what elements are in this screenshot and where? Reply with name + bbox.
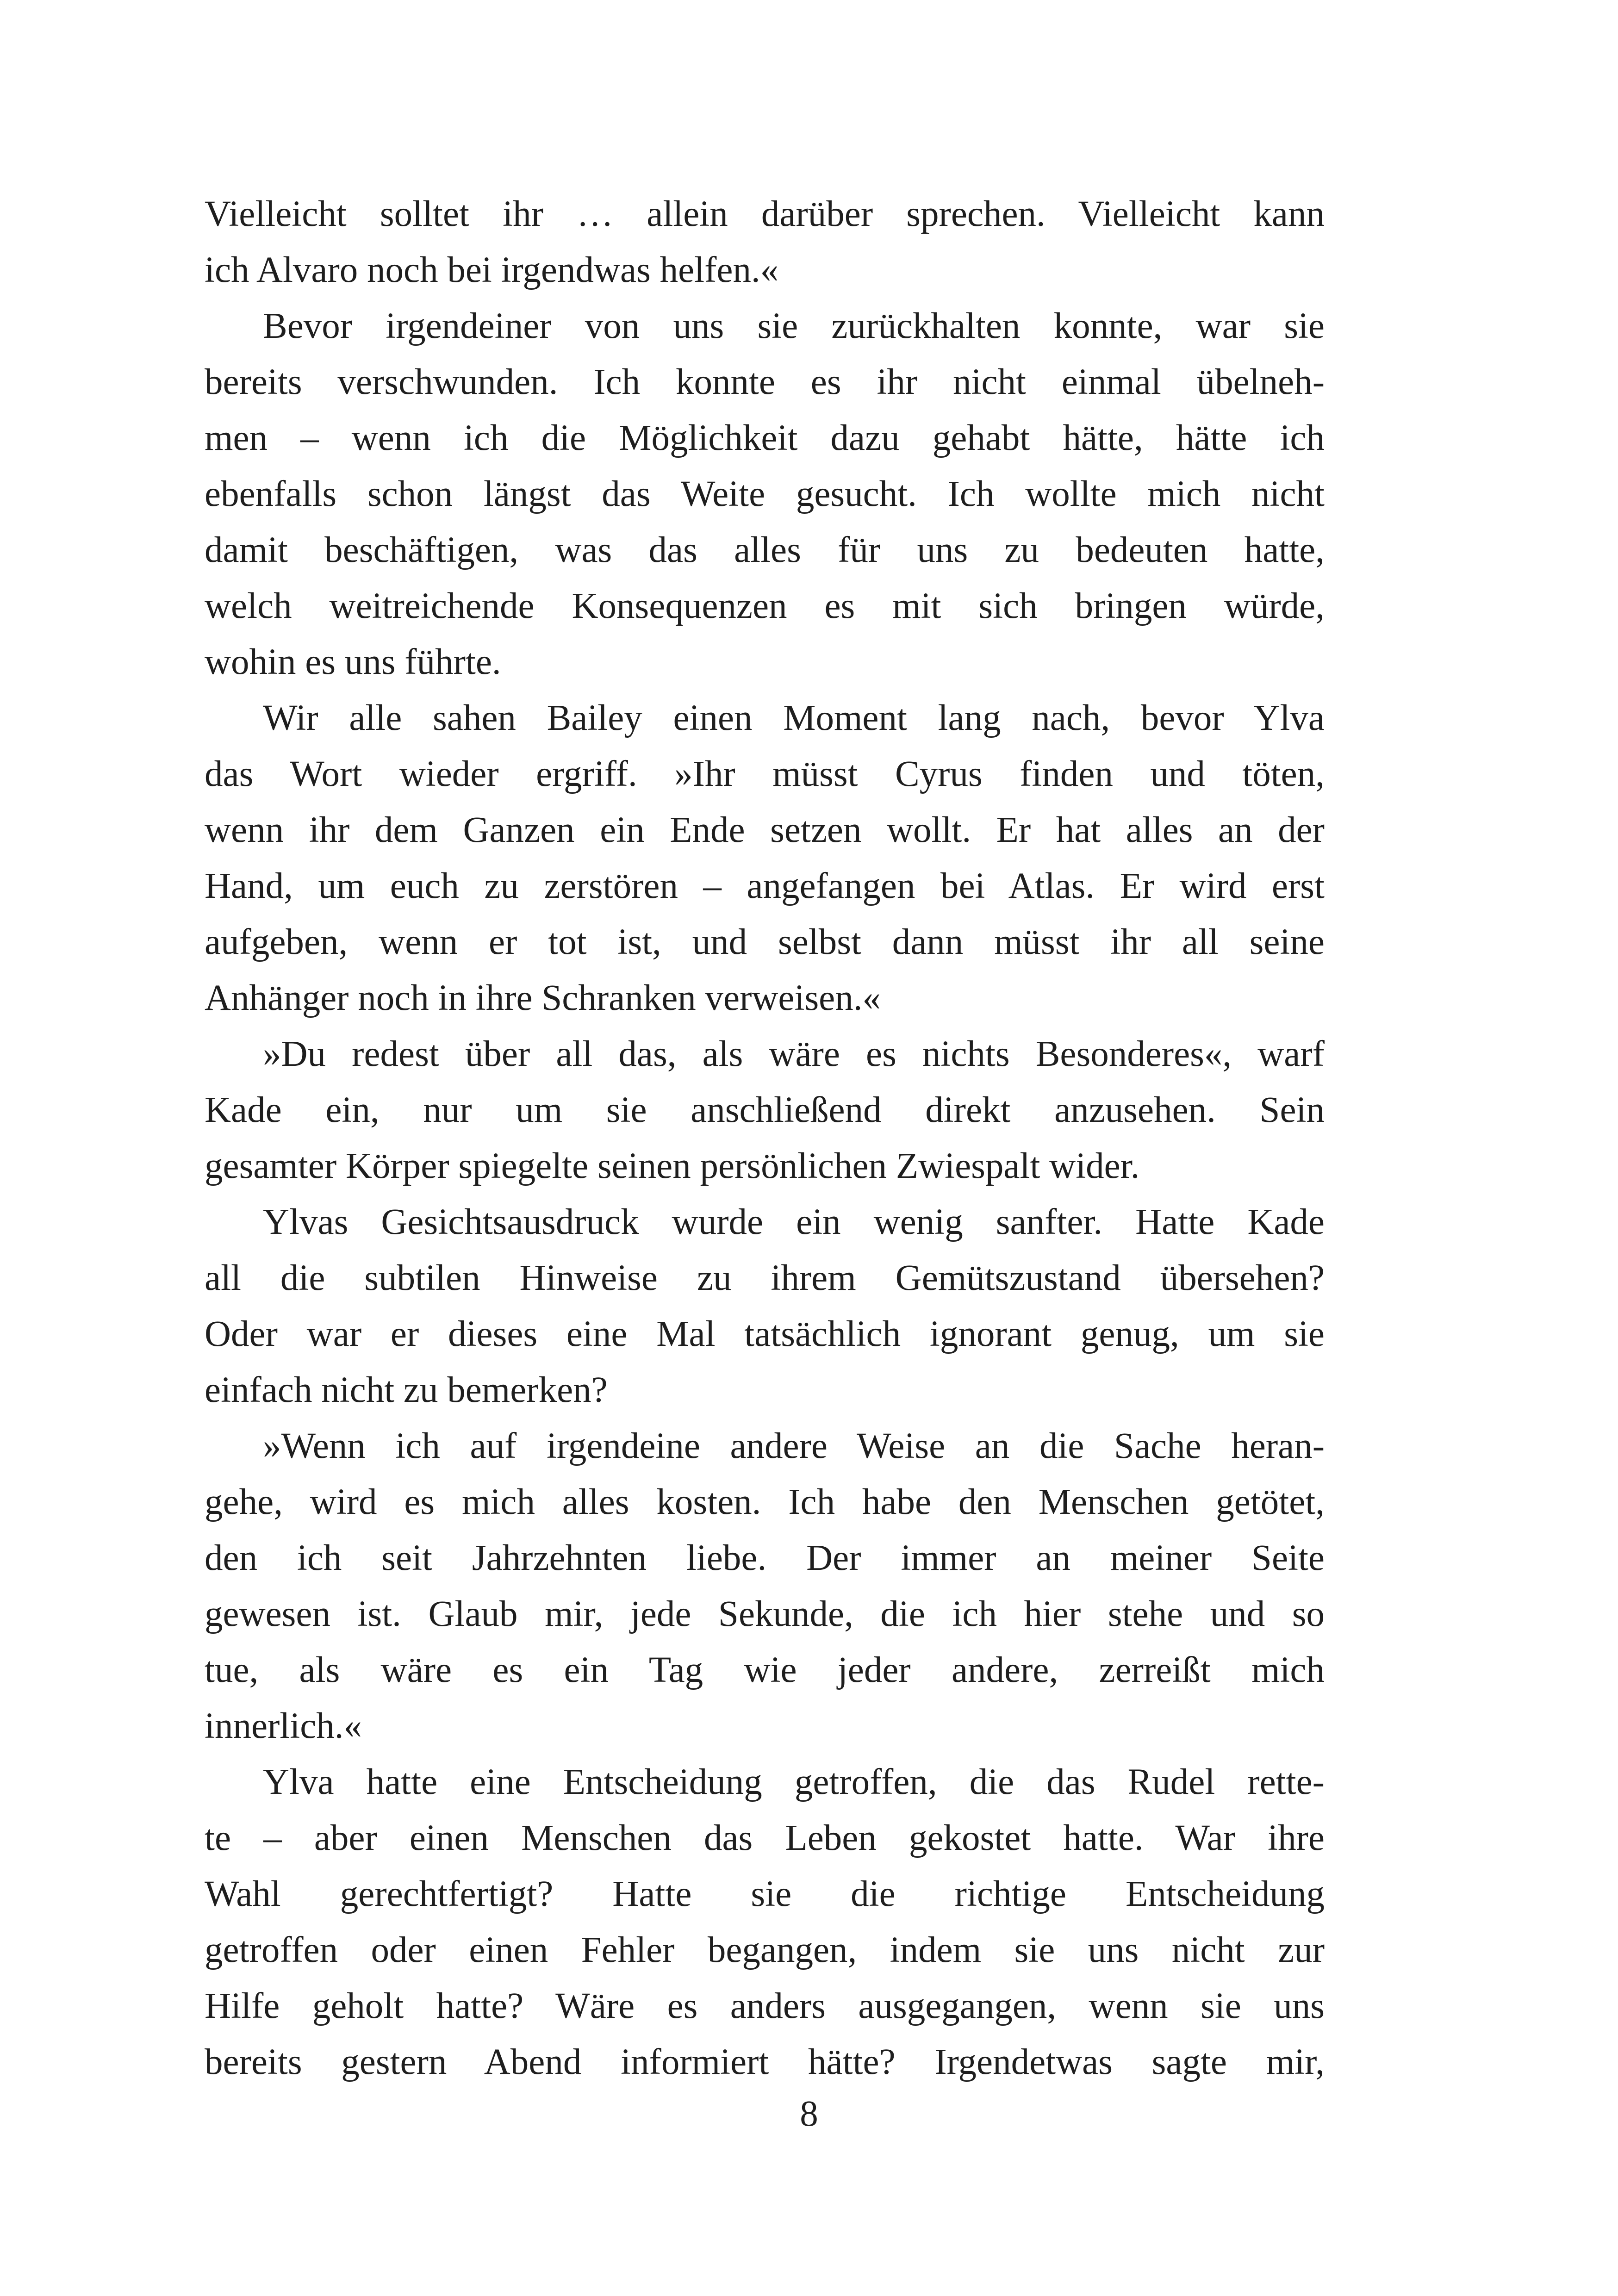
text-line: gewesen ist. Glaub mir, jede Sekunde, die ich hier stehe und so [205, 1594, 1325, 1634]
text-line: damit beschäftigen, was das alles für uns zu bedeuten hatte, [205, 530, 1325, 570]
text-line: innerlich.« [205, 1706, 362, 1746]
text-line: men – wenn ich die Möglichkeit dazu gehabt hätte, hätte ich [205, 418, 1325, 458]
text-line: wenn ihr dem Ganzen ein Ende setzen wollt. Er hat alles an der [205, 810, 1325, 850]
text-line: Hand, um euch zu zerstören – angefangen bei Atlas. Er wird erst [205, 866, 1325, 906]
text-line: Ylva hatte eine Entscheidung getroffen, die das Rudel rette- [263, 1762, 1325, 1802]
text-line: aufgeben, wenn er tot ist, und selbst dann müsst ihr all seine [205, 922, 1325, 962]
text-line: Ylvas Gesichtsausdruck wurde ein wenig sanfter. Hatte Kade [263, 1202, 1325, 1242]
text-line: Vielleicht solltet ihr … allein darüber sprechen. Vielleicht kann [205, 194, 1325, 234]
text-line: gehe, wird es mich alles kosten. Ich habe den Menschen getötet, [205, 1482, 1325, 1522]
text-line: einfach nicht zu bemerken? [205, 1370, 608, 1410]
text-line: wohin es uns führte. [205, 642, 501, 682]
text-line: getroffen oder einen Fehler begangen, indem sie uns nicht zur [205, 1930, 1325, 1970]
page-number: 8 [800, 2094, 818, 2134]
text-line: den ich seit Jahrzehnten liebe. Der immer an meiner Seite [205, 1538, 1325, 1578]
text-line: Anhänger noch in ihre Schranken verweisen.« [205, 978, 881, 1018]
text-line: Oder war er dieses eine Mal tatsächlich ignorant genug, um sie [205, 1314, 1325, 1354]
text-line: gesamter Körper spiegelte seinen persönlichen Zwiespalt wider. [205, 1146, 1140, 1186]
text-line: tue, als wäre es ein Tag wie jeder andere, zerreißt mich [205, 1650, 1325, 1690]
text-line: bereits gestern Abend informiert hätte? Irgendetwas sagte mir, [205, 2042, 1325, 2082]
text-line: Hilfe geholt hatte? Wäre es anders ausgegangen, wenn sie uns [205, 1986, 1325, 2026]
text-line: te – aber einen Menschen das Leben gekostet hatte. War ihre [205, 1818, 1325, 1858]
text-line: das Wort wieder ergriff. »Ihr müsst Cyrus finden und töten, [205, 754, 1325, 794]
text-line: Wahl gerechtfertigt? Hatte sie die richtige Entscheidung [205, 1874, 1325, 1914]
body-text [205, 186, 1325, 2090]
text-line: ich Alvaro noch bei irgendwas helfen.« [205, 250, 779, 290]
text-line: all die subtilen Hinweise zu ihrem Gemütszustand übersehen? [205, 1258, 1325, 1298]
text-line: ebenfalls schon längst das Weite gesucht. Ich wollte mich nicht [205, 474, 1325, 514]
text-line: Wir alle sahen Bailey einen Moment lang nach, bevor Ylva [263, 698, 1325, 738]
text-line: welch weitreichende Konsequenzen es mit sich bringen würde, [205, 586, 1325, 626]
text-line: »Wenn ich auf irgendeine andere Weise an die Sache heran- [263, 1426, 1325, 1466]
text-line: »Du redest über all das, als wäre es nichts Besonderes«, warf [263, 1034, 1325, 1074]
text-line: Kade ein, nur um sie anschließend direkt anzusehen. Sein [205, 1090, 1325, 1130]
text-line: bereits verschwunden. Ich konnte es ihr nicht einmal übelneh- [205, 362, 1325, 402]
text-line: Bevor irgendeiner von uns sie zurückhalten konnte, war sie [263, 306, 1325, 346]
